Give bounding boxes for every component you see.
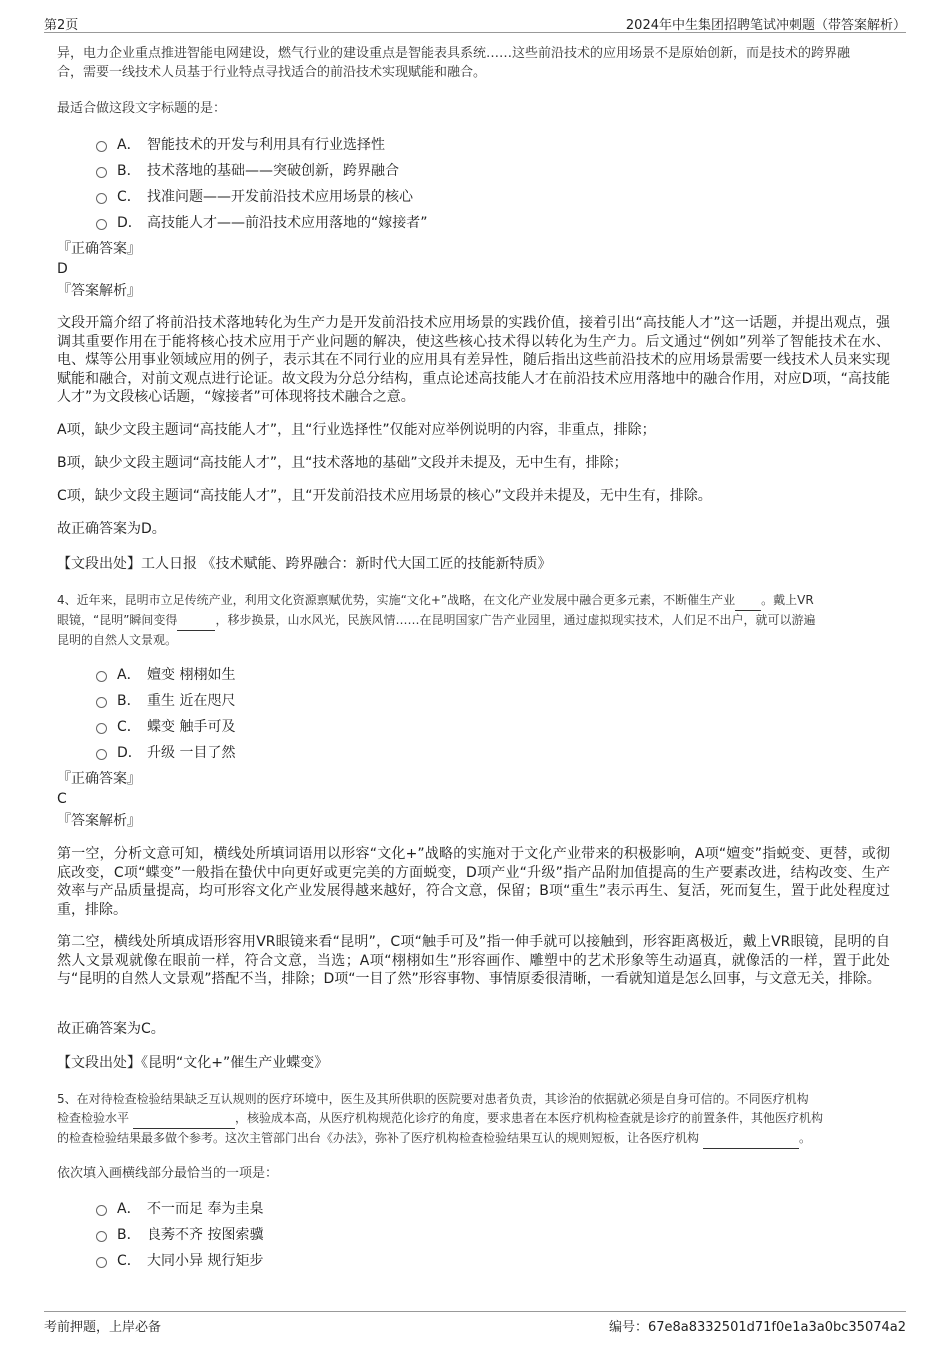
- option-text: 高技能人才——前沿技术应用落地的“嫁接者”: [147, 215, 428, 231]
- q3-prompt: 最适合做这段文字标题的是：: [57, 101, 227, 116]
- radio-icon[interactable]: [96, 193, 107, 204]
- q5-stem-line: 5、在对待检查检验结果缺乏互认规则的医疗环境中，医生及其所供职的医院要对患者负责，其诊治的依据就必须是自身可信的。不同医疗机构: [57, 1092, 809, 1106]
- radio-icon[interactable]: [96, 671, 107, 682]
- blank: [177, 611, 215, 631]
- q4-stem: [57, 591, 897, 650]
- q5-option-a[interactable]: [96, 1199, 263, 1219]
- q3-passage-line: 合，需要一线技术人员基于行业特点寻找适合的前沿技术实现赋能和融合。: [57, 65, 487, 80]
- document-code: 编号：67e8a8332501d71f0e1a3a0bc35074a2: [608, 1320, 906, 1335]
- option-key: C．: [117, 719, 141, 735]
- q4-answer: C: [57, 791, 67, 807]
- q4-analysis-label: 『答案解析』: [57, 813, 141, 829]
- option-text: 找准问题——开发前沿技术应用场景的核心: [147, 189, 413, 205]
- q4-option-a[interactable]: [96, 665, 235, 685]
- q5-prompt: 依次填入画横线部分最恰当的一项是：: [57, 1166, 279, 1181]
- option-text: 不一而足 奉为圭臬: [147, 1201, 264, 1217]
- q3-passage-tail: [57, 44, 897, 82]
- q4-stem-line: 昆明的自然人文景观。: [57, 633, 178, 647]
- radio-icon[interactable]: [96, 1257, 107, 1268]
- radio-icon[interactable]: [96, 1205, 107, 1216]
- q3-option-a[interactable]: [96, 135, 385, 155]
- q4-option-c[interactable]: [96, 717, 235, 737]
- q4-analysis-first: 第一空，分析文意可知，横线处所填词语用以形容“文化+”战略的实施对于文化产业带来的积极影响，A项“嬗变”指蜕变、更替，或彻底改变，C项“蝶变”一般指在蛰伏中向更好或更完美的方面蜕变，D项产业“升级”指产品附加值提高的生产要素改进，结构改变、生产效率与产品质量提高，均可形容文化产业发展得越来越好，符合文意，保留；B项“重生”表示再生、复活，死而复生，置于此处程度过重，排除。: [57, 846, 890, 918]
- option-text: 大同小异 规行矩步: [147, 1253, 264, 1269]
- q5-stem: [57, 1090, 897, 1149]
- option-text: 嬗变 栩栩如生: [147, 667, 236, 683]
- stem-text: ，移步换景，山水风光，民族风情……在昆明国家广告产业园里，通过虚拟现实技术，人们足不出户，就可以游遍: [215, 613, 816, 627]
- q4-analysis-second: 第二空，横线处所填成语形容用VR眼镜来看“昆明”，C项“触手可及”指一伸手就可以接触到，形容距离极近，戴上VR眼镜，昆明的自然人文景观就像在眼前一样，符合文意，当选；A项“栩栩如生”形容画作、雕塑中的艺术形象等生动逼真，就像活的一样，置于此处与“昆明的自然人文景观”搭配不当，排除；D项“一目了然”形容事物、事情原委很清晰，一看就知道是怎么回事，与文意无关，排除。: [57, 934, 890, 987]
- radio-icon[interactable]: [96, 167, 107, 178]
- option-text: 良莠不齐 按图索骥: [147, 1227, 264, 1243]
- q5-option-c[interactable]: [96, 1251, 263, 1271]
- q3-option-d[interactable]: [96, 213, 428, 233]
- q4-stem-line: [57, 591, 897, 611]
- option-key: A．: [117, 667, 141, 683]
- q3-conclusion: 故正确答案为D。: [57, 521, 166, 537]
- q3-source: 【文段出处】工人日报 《技术赋能、跨界融合：新时代大国工匠的技能新特质》: [57, 556, 552, 572]
- option-text: 蝶变 触手可及: [147, 719, 236, 735]
- stem-text: 的检查检验结果最多做个参考。这次主管部门出台《办法》，弥补了医疗机构检查检验结果互认的规则短板，让各医疗机构: [57, 1131, 700, 1145]
- q3-analysis-b: B项，缺少文段主题词“高技能人才”，且“技术落地的基础”文段并未提及，无中生有，排除；: [57, 455, 628, 471]
- radio-icon[interactable]: [96, 141, 107, 152]
- q4-stem-line: [57, 611, 897, 631]
- q4-option-b[interactable]: [96, 691, 235, 711]
- radio-icon[interactable]: [96, 723, 107, 734]
- option-key: A．: [117, 137, 141, 153]
- q5-stem-line: [57, 1109, 897, 1129]
- option-key: C．: [117, 1253, 141, 1269]
- option-key: C．: [117, 189, 141, 205]
- option-text: 智能技术的开发与利用具有行业选择性: [147, 137, 385, 153]
- document-title: 2024年中生集团招聘笔试冲刺题（带答案解析）: [625, 18, 906, 33]
- stem-text: 。: [799, 1131, 812, 1145]
- option-text: 重生 近在咫尺: [147, 693, 236, 709]
- option-text: 技术落地的基础——突破创新，跨界融合: [147, 163, 399, 179]
- q3-analysis-label: 『答案解析』: [57, 283, 141, 299]
- q3-passage-line: 异，电力企业重点推进智能电网建设，燃气行业的建设重点是智能表具系统……这些前沿技术的应用场景不是原始创新，而是技术的跨界融: [57, 46, 851, 61]
- q3-option-b[interactable]: [96, 161, 399, 181]
- q5-option-b[interactable]: [96, 1225, 263, 1245]
- page-footer: [44, 1311, 906, 1336]
- stem-text: 检查检验水平: [57, 1111, 130, 1125]
- page-number: 第2页: [44, 18, 79, 33]
- q3-analysis-c: C项，缺少文段主题词“高技能人才”，且“开发前沿技术应用场景的核心”文段并未提及，无中生有，排除。: [57, 488, 712, 504]
- option-key: D．: [117, 215, 142, 231]
- option-key: B．: [117, 693, 141, 709]
- option-key: D．: [117, 745, 142, 761]
- q5-stem-line: [57, 1129, 897, 1149]
- q3-analysis-a: A项，缺少文段主题词“高技能人才”，且“行业选择性”仅能对应举例说明的内容，非重点，排除；: [57, 422, 656, 438]
- footer-slogan: 考前押题，上岸必备: [44, 1320, 162, 1335]
- radio-icon[interactable]: [96, 1231, 107, 1242]
- q3-option-c[interactable]: [96, 187, 413, 207]
- option-text: 升级 一目了然: [147, 745, 236, 761]
- stem-text: ，核验成本高，从医疗机构规范化诊疗的角度，要求患者在本医疗机构检查就是诊疗的前置条件，其他医疗机构: [235, 1111, 824, 1125]
- q4-answer-label: 『正确答案』: [57, 771, 141, 787]
- page-header: [44, 12, 906, 33]
- stem-text: 4、近年来，昆明市立足传统产业，利用文化资源禀赋优势，实施“文化+”战略，在文化产业发展中融合更多元素，不断催生产业: [57, 593, 736, 607]
- radio-icon[interactable]: [96, 219, 107, 230]
- blank: [735, 591, 761, 611]
- radio-icon[interactable]: [96, 697, 107, 708]
- q3-answer-label: 『正确答案』: [57, 241, 141, 257]
- blank: [703, 1129, 799, 1149]
- q4-option-d[interactable]: [96, 743, 235, 763]
- q3-answer: D: [57, 261, 68, 277]
- q4-conclusion: 故正确答案为C。: [57, 1021, 165, 1037]
- option-key: A．: [117, 1201, 141, 1217]
- option-key: B．: [117, 163, 141, 179]
- stem-text: 眼镜，“昆明”瞬间变得: [57, 613, 178, 627]
- blank: [133, 1109, 235, 1129]
- radio-icon[interactable]: [96, 749, 107, 760]
- stem-text: 。戴上VR: [761, 593, 814, 607]
- q3-analysis-main: 文段开篇介绍了将前沿技术落地转化为生产力是开发前沿技术应用场景的实践价值，接着引出“高技能人才”这一话题，并提出观点，强调其重要作用在于能将核心技术应用于产业问题的解决，使这些核心技术得以转化为生产力。后文通过“例如”列举了智能技术在水、电、煤等公用事业领域应用的例子，表示其在不同行业的应用具有差异性，随后指出这些前沿技术的应用场景需要一线技术人员来实现赋能和融合，对前文观点进行论证。故文段为分总分结构，重点论述高技能人才在前沿技术应用落地中的融合作用，对应D项，“高技能人才”为文段核心话题，“嫁接者”可体现将技术融合之意。: [57, 315, 890, 405]
- option-key: B．: [117, 1227, 141, 1243]
- q4-source: 【文段出处】《昆明“文化+”催生产业蝶变》: [57, 1055, 329, 1071]
